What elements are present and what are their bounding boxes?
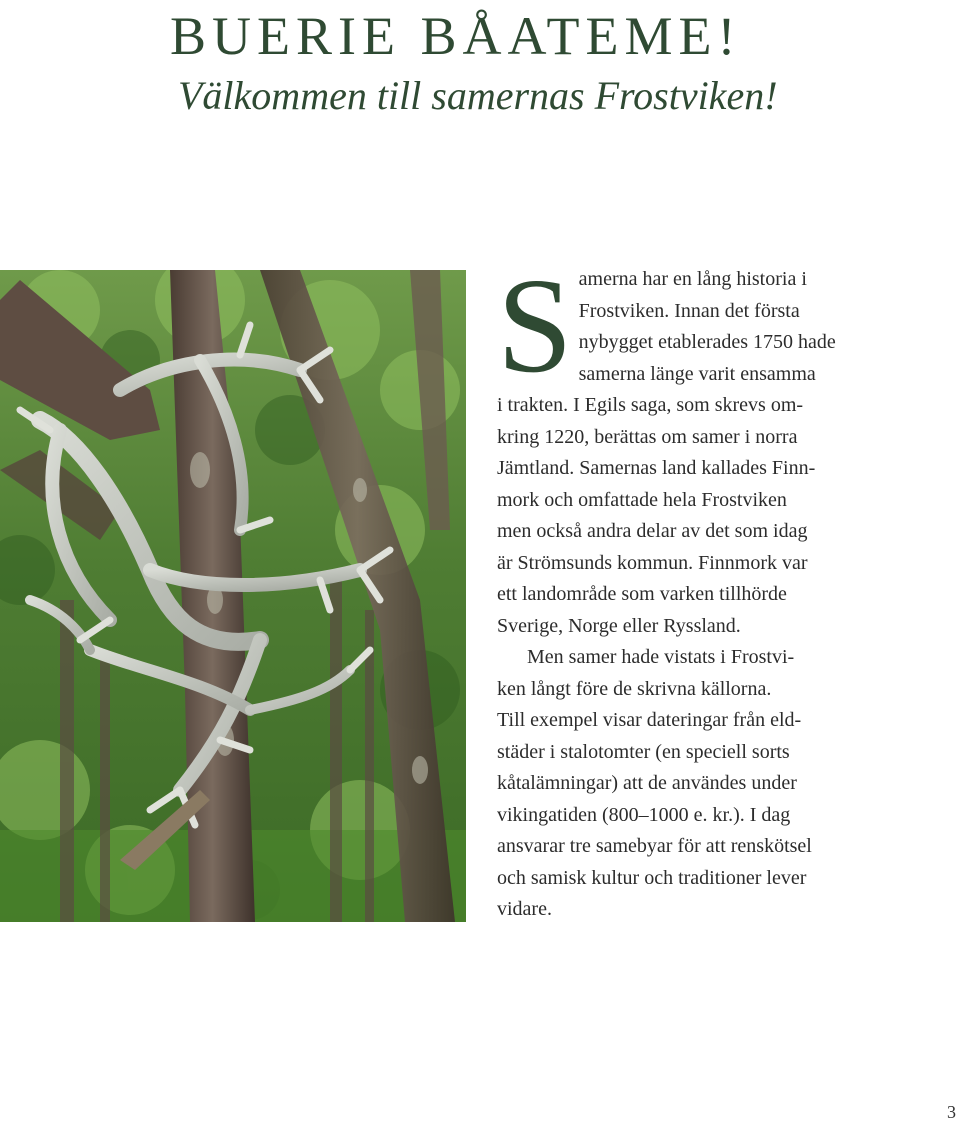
page-number: 3 [947, 1102, 956, 1122]
text-line: ken långt före de skrivna källorna. [497, 677, 772, 700]
text-line: är Strömsunds kommun. Finnmork var [497, 551, 808, 574]
text-line: vidare. [497, 898, 552, 920]
text-line: Sverige, Norge eller Ryssland. [497, 614, 741, 637]
text-line: kring 1220, berättas om samer i norra [497, 425, 798, 448]
text-line: Jämtland. Samernas land kallades Finn- [497, 457, 816, 479]
text-line: samerna länge varit ensamma [578, 362, 816, 385]
text-line: men också andra delar av det som idag [497, 520, 808, 542]
article-text [497, 251, 897, 926]
article-paragraph-2 [497, 642, 897, 926]
text-line: mork och omfattade hela Frostviken [497, 488, 787, 511]
article-paragraph-1 [497, 251, 897, 642]
page-subtitle: Välkommen till samernas Frostviken! [178, 73, 778, 118]
text-line: och samisk kultur och traditioner lever [497, 866, 807, 889]
text-line: vikingatiden (800–1000 e. kr.). I dag [497, 803, 791, 826]
text-line: ett landområde som varken tillhörde [497, 583, 787, 605]
page-title: BUERIE BÅATEME! [170, 6, 742, 66]
text-line: nybygget etablerades 1750 hade [578, 331, 836, 353]
text-line: Men samer hade vistats i Frostvi- [527, 646, 795, 668]
reindeer-antlers-on-tree-photo [0, 270, 466, 922]
text-line: ansvarar tre samebyar för att renskötsel [497, 835, 812, 857]
drop-cap: S [497, 251, 573, 401]
text-line: kåtalämningar) att de användes under [497, 772, 797, 794]
text-line: i trakten. I Egils saga, som skrevs om- [497, 394, 804, 416]
text-line: städer i stalotomter (en speciell sorts [497, 740, 790, 763]
text-line: amerna har en lång historia i [578, 268, 807, 290]
text-line: Frostviken. Innan det första [578, 299, 800, 322]
text-line: Till exempel visar dateringar från eld- [497, 709, 802, 731]
